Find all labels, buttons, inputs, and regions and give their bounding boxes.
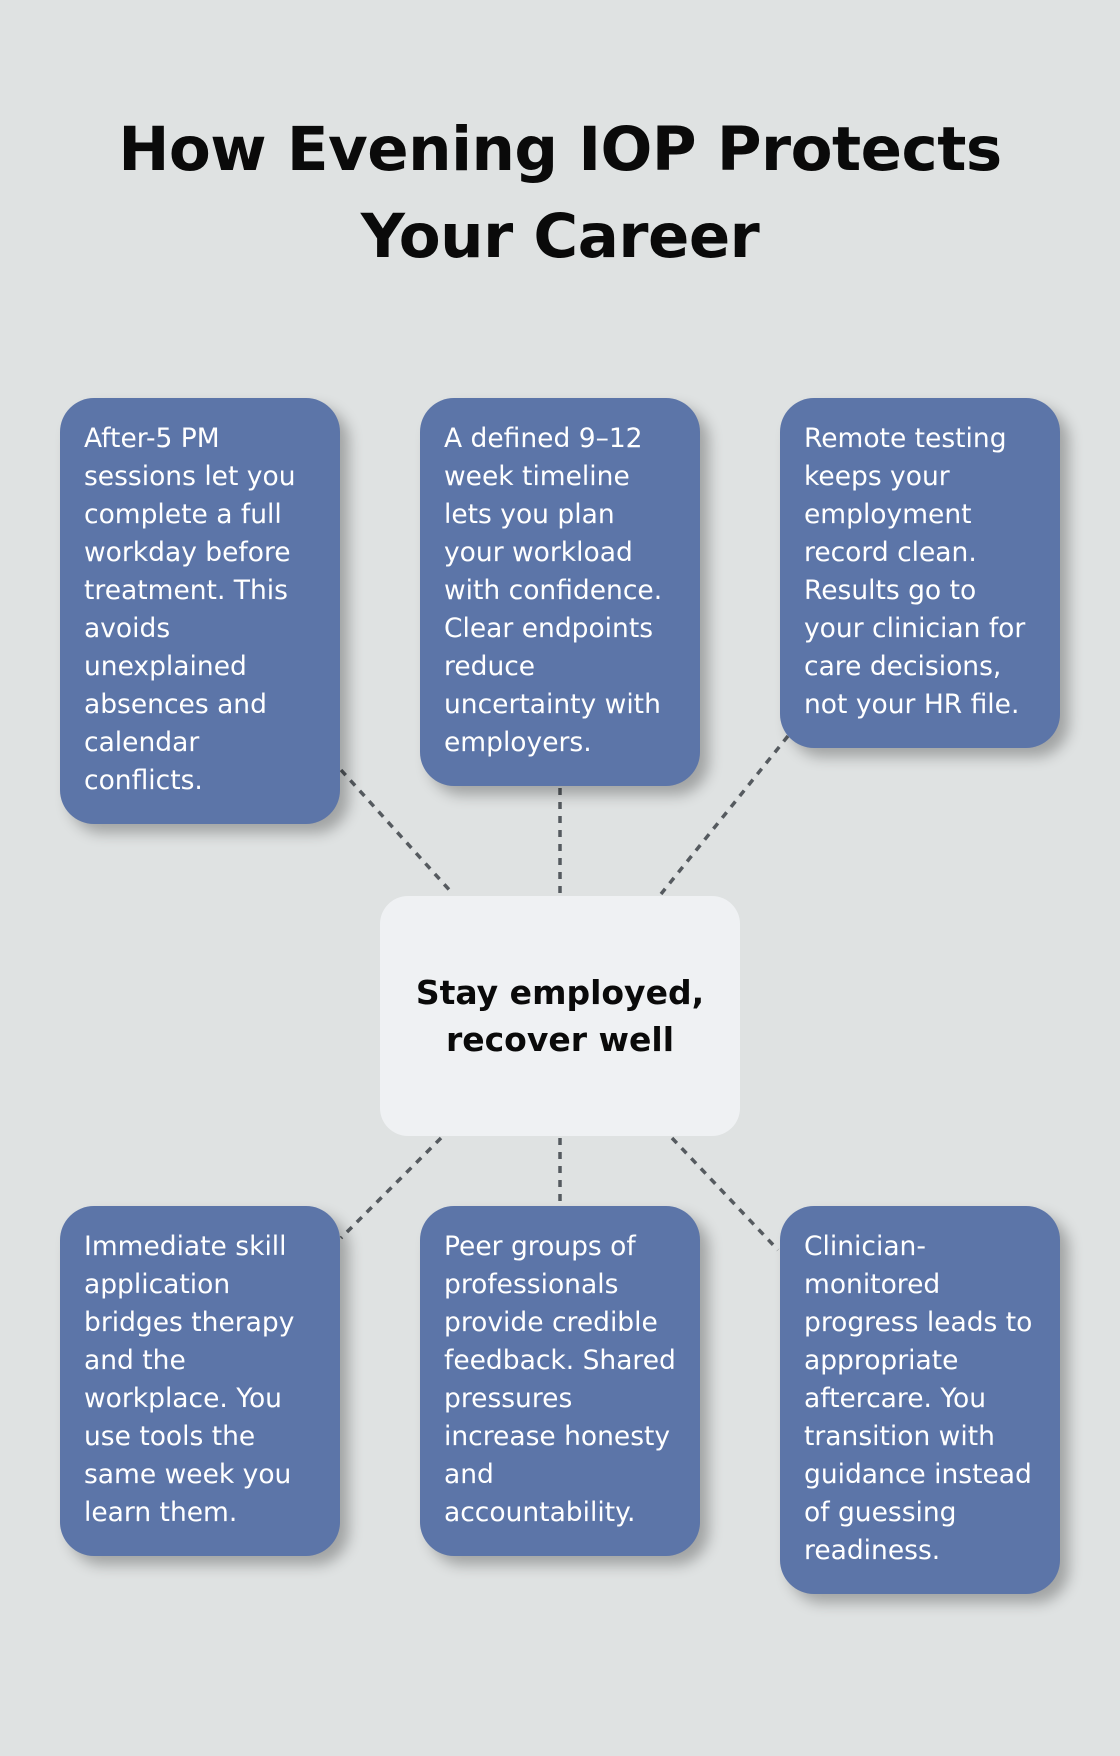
card-after-5pm-sessions: After-5 PM sessions let you complete a full workday before treatment. This avoids unexplained absences and calendar conflicts. [60,398,340,824]
center-goal-box [380,896,740,1136]
card-peer-groups: Peer groups of professionals provide credible feedback. Shared pressures increase honesty and accountability. [420,1206,700,1556]
card-clinician-monitored-progress: Clinician-monitored progress leads to appropriate aftercare. You transition with guidance instead of guessing readiness. [780,1206,1060,1594]
card-remote-testing: Remote testing keeps your employment record clean. Results go to your clinician for care decisions, not your HR file. [780,398,1060,748]
card-defined-timeline: A defined 9–12 week timeline lets you plan your workload with confidence. Clear endpoints reduce uncertainty with employers. [420,398,700,786]
center-goal-label: Stay employed, recover well [415,973,705,1059]
connector-top-left [341,770,453,894]
card-immediate-skill-application: Immediate skill application bridges therapy and the workplace. You use tools the same week you learn them. [60,1206,340,1556]
diagram-title: How Evening IOP Protects Your Career [118,114,1002,272]
